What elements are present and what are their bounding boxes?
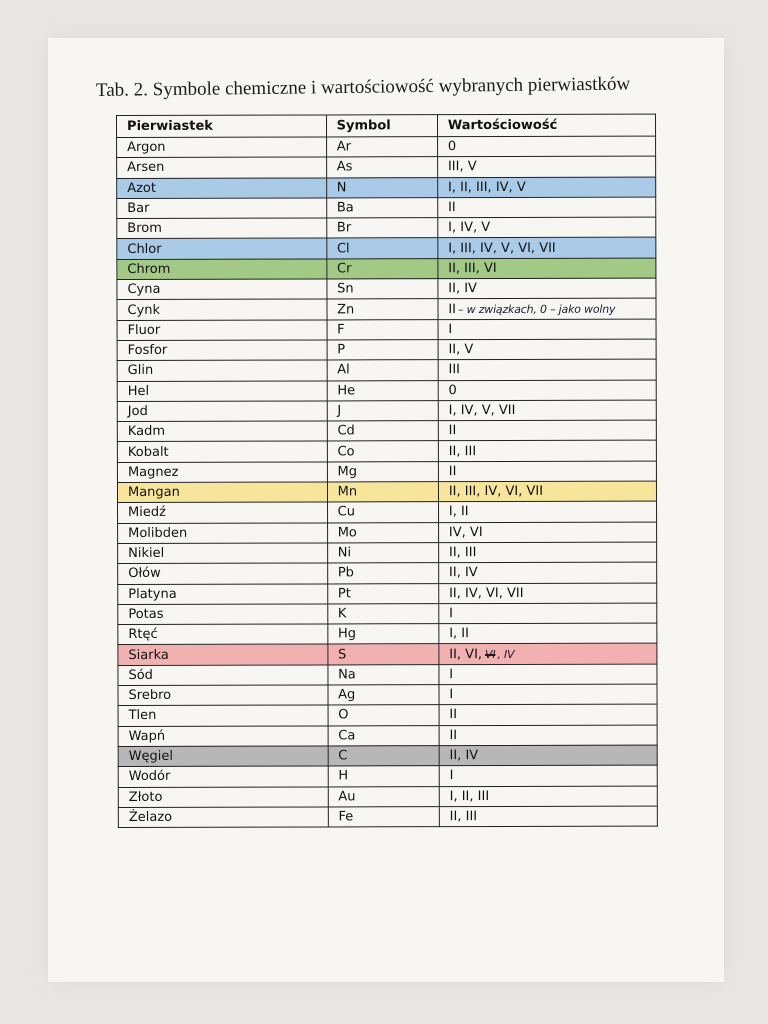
element-valency-cell — [439, 664, 657, 685]
element-symbol-cell: Cu — [327, 502, 438, 523]
element-valency-cell — [438, 522, 656, 543]
valency-value: II, IV — [448, 281, 477, 297]
element-name-cell: Wapń — [118, 726, 328, 747]
handwritten-note: , IV — [497, 647, 515, 661]
element-name-cell: Nikiel — [118, 543, 328, 564]
element-symbol-cell: J — [327, 401, 438, 422]
valency-value: 0 — [448, 382, 457, 398]
element-name-cell: Chlor — [117, 238, 327, 259]
valency-value: III — [448, 362, 461, 378]
table-row — [117, 298, 656, 320]
table-row — [117, 136, 656, 158]
element-name-cell: Magnez — [117, 462, 327, 483]
element-name-cell: Brom — [117, 218, 327, 239]
element-symbol-cell: Fe — [328, 806, 439, 827]
valency-value: II, IV — [449, 565, 478, 581]
element-symbol-cell: Co — [327, 441, 438, 462]
element-symbol-cell: Cd — [327, 421, 438, 442]
element-valency-cell — [439, 583, 657, 604]
element-symbol-cell: He — [327, 380, 438, 401]
element-valency-cell — [438, 319, 656, 340]
element-symbol-cell: O — [328, 705, 439, 726]
valency-value: II, III — [448, 545, 477, 561]
table-row — [118, 765, 657, 787]
element-name-cell: Ołów — [118, 563, 328, 584]
element-symbol-cell: Ba — [326, 198, 437, 219]
element-symbol-cell: As — [326, 157, 437, 178]
element-symbol-cell: Hg — [327, 624, 438, 645]
element-valency-cell — [438, 420, 656, 441]
table-row — [117, 420, 656, 442]
valency-value: II — [449, 727, 458, 743]
table-row — [117, 380, 656, 402]
element-valency-cell — [438, 197, 656, 218]
valency-value: I, III, IV, V, VI, VII — [448, 240, 556, 256]
element-name-cell: Cynk — [117, 299, 327, 320]
element-name-cell: Cyna — [117, 279, 327, 300]
valency-value: III, V — [447, 159, 477, 175]
table-row — [118, 704, 657, 726]
element-name-cell: Bar — [117, 198, 327, 219]
element-symbol-cell: Mg — [327, 461, 438, 482]
element-name-cell: Glin — [117, 360, 327, 381]
element-symbol-cell: S — [327, 644, 438, 665]
table-row — [117, 441, 656, 463]
element-name-cell: Żelazo — [118, 807, 328, 828]
element-name-cell: Tlen — [118, 705, 328, 726]
table-row — [118, 644, 657, 666]
valency-value: II, IV — [449, 748, 479, 764]
element-symbol-cell: Ag — [328, 685, 439, 706]
element-name-cell: Fluor — [117, 320, 327, 341]
header-symbol: Symbol — [326, 115, 437, 137]
valency-value: II — [448, 423, 457, 439]
element-name-cell: Złoto — [118, 786, 328, 807]
element-symbol-cell: Ca — [328, 725, 439, 746]
handwritten-note: – w związkach, 0 – jako wolny — [457, 302, 616, 316]
table-row — [118, 522, 657, 544]
element-symbol-cell: Pt — [327, 583, 438, 604]
table-row — [118, 745, 657, 767]
element-symbol-cell: Ar — [326, 137, 437, 158]
valency-value: I — [448, 321, 453, 337]
element-valency-cell — [438, 217, 656, 238]
table-row — [118, 786, 657, 808]
valency-value: II, VI, — [449, 646, 483, 662]
table-row — [118, 603, 657, 625]
element-symbol-cell: F — [327, 319, 438, 340]
valency-value: I, II — [448, 504, 469, 520]
element-valency-cell — [439, 725, 657, 746]
element-valency-cell — [439, 745, 657, 766]
element-valency-cell — [437, 156, 655, 177]
table-row — [117, 359, 656, 381]
element-valency-cell — [438, 481, 656, 502]
valency-value: I, II — [449, 626, 469, 642]
element-valency-cell — [439, 623, 657, 644]
valency-value: I — [449, 768, 454, 784]
struck-out-value: VI — [485, 647, 496, 661]
table-row — [117, 481, 656, 503]
table-row — [118, 725, 657, 747]
table-row — [118, 501, 657, 523]
element-symbol-cell: Br — [326, 218, 437, 239]
table-row — [117, 339, 656, 361]
element-name-cell: Wodór — [118, 766, 328, 787]
valency-value: II, III, VI — [448, 260, 497, 277]
element-name-cell: Hel — [117, 381, 327, 402]
element-name-cell: Miedź — [118, 502, 328, 523]
element-symbol-cell: P — [327, 340, 438, 361]
element-symbol-cell: Sn — [327, 279, 438, 300]
element-name-cell: Azot — [117, 178, 327, 199]
element-valency-cell — [437, 177, 655, 198]
table-row — [118, 806, 657, 828]
element-valency-cell — [438, 380, 656, 401]
table-row — [117, 238, 656, 260]
element-valency-cell — [439, 765, 657, 786]
table-row — [117, 278, 656, 300]
valency-value: I, II, III — [449, 788, 490, 804]
table-row — [117, 461, 656, 483]
element-symbol-cell: Ni — [327, 543, 438, 564]
element-valency-cell — [439, 562, 657, 583]
element-valency-cell — [439, 644, 657, 665]
element-name-cell: Kadm — [117, 421, 327, 442]
element-symbol-cell: Zn — [327, 299, 438, 320]
valency-value: I, IV, V, VII — [448, 402, 516, 419]
element-valency-cell — [438, 542, 656, 563]
header-valency: Wartościowość — [437, 114, 655, 137]
element-name-cell: Jod — [117, 401, 327, 422]
element-symbol-cell: Al — [327, 360, 438, 381]
table-row — [117, 156, 656, 178]
element-valency-cell — [439, 704, 657, 725]
valency-value: II, III, IV, VI, VII — [448, 484, 544, 500]
element-valency-cell — [438, 501, 656, 522]
element-valency-cell — [437, 136, 655, 157]
element-name-cell: Arsen — [117, 157, 327, 178]
table-row — [117, 197, 656, 219]
element-valency-cell — [438, 278, 656, 299]
element-name-cell: Węgiel — [118, 746, 328, 767]
valency-value: II — [448, 464, 457, 480]
header-row — [117, 114, 656, 137]
element-symbol-cell: Cr — [326, 258, 437, 279]
element-symbol-cell: K — [327, 603, 438, 624]
element-name-cell: Rtęć — [118, 624, 328, 645]
element-valency-cell — [438, 238, 656, 259]
element-name-cell: Siarka — [118, 644, 328, 665]
element-name-cell: Argon — [117, 137, 327, 158]
element-valency-cell — [439, 786, 657, 807]
element-symbol-cell: C — [328, 746, 439, 767]
element-name-cell: Potas — [118, 604, 328, 625]
element-symbol-cell: Pb — [327, 563, 438, 584]
element-symbol-cell: Mo — [327, 522, 438, 543]
table-row — [117, 177, 656, 199]
table-row — [117, 258, 656, 280]
valency-value: I — [449, 666, 454, 682]
element-valency-cell — [438, 298, 656, 319]
table-row — [118, 664, 657, 686]
element-name-cell: Molibden — [118, 523, 328, 544]
header-element: Pierwiastek — [117, 115, 327, 138]
element-name-cell: Chrom — [117, 259, 327, 280]
element-valency-cell — [439, 603, 657, 624]
valency-value: II — [448, 200, 456, 216]
element-name-cell: Fosfor — [117, 340, 327, 361]
table-row — [118, 623, 657, 645]
element-valency-cell — [438, 339, 656, 360]
table-row — [118, 583, 657, 605]
table-row — [118, 562, 657, 584]
element-valency-cell — [438, 441, 656, 462]
element-symbol-cell: Na — [328, 664, 439, 685]
table-row — [117, 319, 656, 341]
valency-value: I — [449, 606, 453, 622]
element-symbol-cell: Cl — [326, 238, 437, 259]
valency-value: I — [449, 687, 454, 703]
valency-value: II, IV, VI, VII — [449, 585, 524, 601]
valency-value: I, IV, V — [448, 220, 491, 236]
element-valency-cell — [439, 684, 657, 705]
element-name-cell: Mangan — [117, 482, 327, 503]
table-body — [117, 136, 658, 828]
valency-value: II, III — [448, 443, 477, 459]
valency-value: II — [449, 707, 458, 723]
table-row — [118, 684, 657, 706]
valency-value: IV, VI — [448, 524, 483, 540]
valency-value: 0 — [447, 139, 457, 155]
element-name-cell: Sód — [118, 665, 328, 686]
element-name-cell: Platyna — [118, 583, 328, 604]
table-caption: Tab. 2. Symbole chemiczne i wartościowość wybranych pierwiastków — [95, 73, 631, 101]
elements-table — [116, 114, 658, 829]
valency-value: II, III — [449, 808, 478, 825]
element-symbol-cell: N — [326, 177, 437, 198]
element-valency-cell — [438, 359, 656, 380]
element-valency-cell — [438, 461, 656, 482]
element-symbol-cell: H — [328, 766, 439, 787]
element-name-cell: Kobalt — [117, 441, 327, 462]
valency-value: II — [448, 301, 457, 317]
element-name-cell: Srebro — [118, 685, 328, 706]
table-row — [117, 400, 656, 422]
table-row — [117, 217, 656, 239]
valency-value: II, V — [448, 342, 474, 358]
element-valency-cell — [438, 258, 656, 279]
element-valency-cell — [438, 400, 656, 421]
element-symbol-cell: Mn — [327, 482, 438, 503]
element-valency-cell — [439, 806, 657, 827]
table-row — [118, 542, 657, 564]
valency-value: I, II, III, IV, V — [447, 179, 526, 195]
element-symbol-cell: Au — [328, 786, 439, 807]
